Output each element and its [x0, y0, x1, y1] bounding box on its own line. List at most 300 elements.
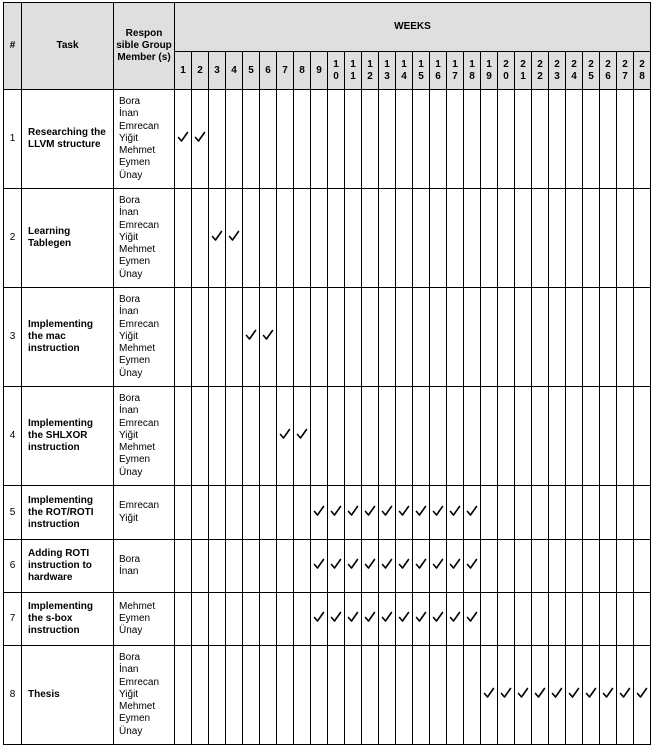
task-row [4, 387, 651, 486]
task-row [4, 593, 651, 646]
week-number-5: 5 [243, 52, 260, 90]
week-cell-28 [634, 540, 651, 593]
week-cell-23 [549, 288, 566, 387]
week-cell-10 [328, 189, 345, 288]
week-cell-18 [464, 646, 481, 745]
week-cell-5 [243, 540, 260, 593]
week-number-15: 1 5 [413, 52, 430, 90]
week-cell-24 [566, 540, 583, 593]
week-cell-2 [192, 387, 209, 486]
week-cell-16 [430, 90, 447, 189]
week-cell-7 [277, 90, 294, 189]
task-header: Task [22, 3, 114, 90]
week-cell-20 [498, 486, 515, 540]
week-cell-10 [328, 486, 345, 540]
week-cell-7 [277, 189, 294, 288]
week-cell-3 [209, 387, 226, 486]
week-number-11: 1 1 [345, 52, 362, 90]
week-cell-13 [379, 486, 396, 540]
week-cell-11 [345, 90, 362, 189]
member-name: Yiğit [119, 688, 139, 700]
week-cell-9 [311, 387, 328, 486]
member-name: Mehmet [119, 244, 156, 256]
member-name: Emrecan [119, 318, 160, 330]
week-cell-25 [583, 189, 600, 288]
week-cell-4 [226, 593, 243, 646]
week-number-10: 1 0 [328, 52, 345, 90]
week-cell-13 [379, 646, 396, 745]
week-cell-1 [175, 646, 192, 745]
week-cell-11 [345, 387, 362, 486]
responsible-members [114, 646, 175, 745]
task-number: 1 [4, 90, 22, 189]
task-number: 8 [4, 646, 22, 745]
weeks-header: WEEKS [175, 3, 651, 52]
task-name: Implementing the SHLXOR instruction [22, 387, 114, 486]
week-cell-11 [345, 593, 362, 646]
week-cell-24 [566, 189, 583, 288]
checkmark-icon [636, 687, 648, 699]
week-cell-4 [226, 189, 243, 288]
week-cell-9 [311, 540, 328, 593]
week-cell-14 [396, 90, 413, 189]
week-cell-22 [532, 90, 549, 189]
responsible-members [114, 189, 175, 288]
week-cell-26 [600, 486, 617, 540]
checkmark-icon [466, 558, 478, 570]
member-name: Yiğit [119, 132, 139, 144]
week-cell-14 [396, 646, 413, 745]
week-cell-10 [328, 540, 345, 593]
week-cell-1 [175, 90, 192, 189]
task-number: 3 [4, 288, 22, 387]
week-cell-13 [379, 288, 396, 387]
week-number-19: 1 9 [481, 52, 498, 90]
week-cell-27 [617, 90, 634, 189]
member-name: Ünay [119, 367, 143, 379]
week-cell-10 [328, 646, 345, 745]
checkmark-icon [364, 611, 376, 623]
week-cell-6 [260, 593, 277, 646]
week-cell-16 [430, 387, 447, 486]
week-cell-9 [311, 646, 328, 745]
checkmark-icon [296, 428, 308, 440]
checkmark-icon [415, 558, 427, 570]
week-number-9: 9 [311, 52, 328, 90]
member-name: Yiğit [119, 231, 139, 243]
week-cell-21 [515, 387, 532, 486]
week-cell-22 [532, 189, 549, 288]
week-cell-6 [260, 540, 277, 593]
week-number-14: 1 4 [396, 52, 413, 90]
week-number-3: 3 [209, 52, 226, 90]
week-cell-25 [583, 486, 600, 540]
week-cell-28 [634, 189, 651, 288]
week-cell-7 [277, 646, 294, 745]
week-cell-27 [617, 540, 634, 593]
week-cell-5 [243, 486, 260, 540]
week-cell-17 [447, 90, 464, 189]
week-cell-13 [379, 387, 396, 486]
week-cell-15 [413, 288, 430, 387]
week-cell-22 [532, 288, 549, 387]
week-number-23: 2 3 [549, 52, 566, 90]
week-cell-15 [413, 189, 430, 288]
member-name: Yiğit [119, 512, 139, 524]
checkmark-icon [211, 230, 223, 242]
week-cell-21 [515, 486, 532, 540]
member-name: İnan [119, 306, 139, 318]
week-cell-19 [481, 593, 498, 646]
checkmark-icon [500, 687, 512, 699]
member-name: Eymen [119, 454, 151, 466]
week-cell-12 [362, 90, 379, 189]
week-number-2: 2 [192, 52, 209, 90]
member-name: Bora [119, 652, 141, 664]
week-cell-17 [447, 540, 464, 593]
week-cell-17 [447, 593, 464, 646]
week-cell-20 [498, 387, 515, 486]
week-cell-20 [498, 540, 515, 593]
task-name: Implementing the ROT/ROTI instruction [22, 486, 114, 540]
week-number-28: 2 8 [634, 52, 651, 90]
week-number-8: 8 [294, 52, 311, 90]
checkmark-icon [551, 687, 563, 699]
week-cell-10 [328, 593, 345, 646]
week-cell-5 [243, 288, 260, 387]
week-cell-26 [600, 387, 617, 486]
member-name: Mehmet [119, 343, 156, 355]
week-cell-20 [498, 189, 515, 288]
week-cell-12 [362, 646, 379, 745]
week-cell-12 [362, 288, 379, 387]
header-row-top [4, 3, 651, 52]
week-cell-21 [515, 288, 532, 387]
checkmark-icon [347, 505, 359, 517]
week-cell-24 [566, 387, 583, 486]
member-name: Emrecan [119, 120, 160, 132]
week-cell-19 [481, 540, 498, 593]
week-cell-16 [430, 486, 447, 540]
week-cell-12 [362, 189, 379, 288]
week-cell-22 [532, 540, 549, 593]
week-number-4: 4 [226, 52, 243, 90]
checkmark-icon [398, 611, 410, 623]
week-cell-22 [532, 593, 549, 646]
week-cell-2 [192, 90, 209, 189]
week-cell-21 [515, 646, 532, 745]
member-name: Eymen [119, 256, 151, 268]
week-cell-4 [226, 90, 243, 189]
task-row [4, 540, 651, 593]
week-cell-23 [549, 189, 566, 288]
week-cell-8 [294, 593, 311, 646]
week-cell-22 [532, 486, 549, 540]
member-header-label: Respon sible Group Member (s) [116, 28, 172, 63]
week-cell-5 [243, 593, 260, 646]
week-cell-14 [396, 387, 413, 486]
week-cell-12 [362, 593, 379, 646]
member-name: Mehmet [119, 442, 156, 454]
member-name: Emrecan [119, 676, 160, 688]
week-cell-7 [277, 540, 294, 593]
week-cell-5 [243, 387, 260, 486]
week-cell-8 [294, 288, 311, 387]
week-cell-1 [175, 540, 192, 593]
checkmark-icon [415, 611, 427, 623]
week-cell-23 [549, 90, 566, 189]
week-cell-2 [192, 189, 209, 288]
week-cell-28 [634, 593, 651, 646]
week-cell-15 [413, 593, 430, 646]
checkmark-icon [602, 687, 614, 699]
week-cell-9 [311, 288, 328, 387]
week-cell-3 [209, 288, 226, 387]
responsible-members [114, 540, 175, 593]
week-cell-20 [498, 288, 515, 387]
member-name: İnan [119, 207, 139, 219]
week-cell-10 [328, 90, 345, 189]
checkmark-icon [483, 687, 495, 699]
week-cell-11 [345, 288, 362, 387]
week-cell-7 [277, 593, 294, 646]
responsible-members [114, 593, 175, 646]
week-cell-17 [447, 288, 464, 387]
week-cell-3 [209, 189, 226, 288]
week-cell-18 [464, 593, 481, 646]
week-cell-25 [583, 288, 600, 387]
week-number-1: 1 [175, 52, 192, 90]
week-cell-8 [294, 189, 311, 288]
week-cell-8 [294, 540, 311, 593]
week-cell-4 [226, 486, 243, 540]
week-cell-28 [634, 646, 651, 745]
member-name: Mehmet [119, 145, 156, 157]
week-cell-21 [515, 593, 532, 646]
member-name: Emrecan [119, 219, 160, 231]
week-cell-4 [226, 646, 243, 745]
member-name: Ünay [119, 625, 143, 637]
member-name: Emrecan [119, 417, 160, 429]
week-cell-2 [192, 540, 209, 593]
member-name: Ünay [119, 725, 143, 737]
week-number-16: 1 6 [430, 52, 447, 90]
checkmark-icon [364, 505, 376, 517]
checkmark-icon [347, 611, 359, 623]
week-cell-7 [277, 288, 294, 387]
task-number: 4 [4, 387, 22, 486]
week-cell-26 [600, 90, 617, 189]
checkmark-icon [534, 687, 546, 699]
week-number-12: 1 2 [362, 52, 379, 90]
week-cell-8 [294, 90, 311, 189]
week-cell-26 [600, 288, 617, 387]
checkmark-icon [381, 558, 393, 570]
member-name: Bora [119, 96, 141, 108]
week-cell-18 [464, 540, 481, 593]
member-name: Ünay [119, 466, 143, 478]
week-cell-25 [583, 593, 600, 646]
week-cell-8 [294, 486, 311, 540]
week-cell-3 [209, 90, 226, 189]
week-cell-16 [430, 593, 447, 646]
checkmark-icon [568, 687, 580, 699]
week-cell-2 [192, 593, 209, 646]
checkmark-icon [466, 505, 478, 517]
week-cell-2 [192, 646, 209, 745]
week-cell-1 [175, 189, 192, 288]
number-header: # [4, 3, 22, 90]
week-cell-3 [209, 593, 226, 646]
week-cell-28 [634, 288, 651, 387]
week-cell-12 [362, 387, 379, 486]
task-name: Adding ROTI instruction to hardware [22, 540, 114, 593]
week-cell-18 [464, 387, 481, 486]
checkmark-icon [364, 558, 376, 570]
task-row [4, 486, 651, 540]
week-cell-25 [583, 90, 600, 189]
week-number-27: 2 7 [617, 52, 634, 90]
week-cell-28 [634, 387, 651, 486]
task-rows [4, 90, 651, 745]
week-cell-15 [413, 646, 430, 745]
task-row [4, 646, 651, 745]
week-cell-21 [515, 540, 532, 593]
task-row [4, 189, 651, 288]
checkmark-icon [449, 505, 461, 517]
week-cell-15 [413, 90, 430, 189]
week-cell-15 [413, 486, 430, 540]
task-name: Learning Tablegen [22, 189, 114, 288]
checkmark-icon [432, 558, 444, 570]
week-number-24: 2 4 [566, 52, 583, 90]
week-cell-24 [566, 646, 583, 745]
responsible-members [114, 90, 175, 189]
week-cell-9 [311, 189, 328, 288]
week-cell-7 [277, 486, 294, 540]
project-schedule-table [3, 2, 651, 745]
checkmark-icon [415, 505, 427, 517]
member-name: Eymen [119, 157, 151, 169]
checkmark-icon [381, 505, 393, 517]
week-cell-5 [243, 189, 260, 288]
week-cell-19 [481, 90, 498, 189]
week-cell-18 [464, 90, 481, 189]
week-cell-6 [260, 189, 277, 288]
week-cell-5 [243, 646, 260, 745]
member-header [114, 3, 175, 90]
week-cell-28 [634, 486, 651, 540]
week-number-7: 7 [277, 52, 294, 90]
week-cell-15 [413, 387, 430, 486]
week-cell-21 [515, 189, 532, 288]
week-cell-11 [345, 540, 362, 593]
week-cell-6 [260, 486, 277, 540]
week-cell-19 [481, 486, 498, 540]
week-cell-1 [175, 486, 192, 540]
week-cell-25 [583, 540, 600, 593]
week-cell-13 [379, 540, 396, 593]
week-cell-16 [430, 646, 447, 745]
member-name: İnan [119, 566, 139, 577]
week-cell-24 [566, 288, 583, 387]
week-cell-13 [379, 189, 396, 288]
week-cell-3 [209, 486, 226, 540]
checkmark-icon [585, 687, 597, 699]
week-cell-22 [532, 646, 549, 745]
task-number: 7 [4, 593, 22, 646]
week-cell-6 [260, 288, 277, 387]
member-name: İnan [119, 405, 139, 417]
member-name: Bora [119, 195, 141, 207]
week-cell-24 [566, 90, 583, 189]
member-name: Bora [119, 553, 141, 565]
week-cell-9 [311, 486, 328, 540]
responsible-members [114, 387, 175, 486]
checkmark-icon [619, 687, 631, 699]
week-number-20: 2 0 [498, 52, 515, 90]
week-cell-26 [600, 646, 617, 745]
week-cell-27 [617, 646, 634, 745]
week-number-25: 2 5 [583, 52, 600, 90]
week-cell-22 [532, 387, 549, 486]
week-cell-18 [464, 486, 481, 540]
checkmark-icon [194, 131, 206, 143]
week-cell-11 [345, 646, 362, 745]
week-cell-5 [243, 90, 260, 189]
week-cell-4 [226, 288, 243, 387]
week-cell-16 [430, 540, 447, 593]
week-cell-16 [430, 288, 447, 387]
week-cell-19 [481, 189, 498, 288]
week-cell-8 [294, 387, 311, 486]
member-name: Eymen [119, 612, 151, 624]
checkmark-icon [330, 558, 342, 570]
week-cell-23 [549, 593, 566, 646]
week-number-17: 1 7 [447, 52, 464, 90]
week-cell-27 [617, 387, 634, 486]
week-cell-4 [226, 540, 243, 593]
task-name: Implementing the mac instruction [22, 288, 114, 387]
week-cell-6 [260, 387, 277, 486]
checkmark-icon [449, 611, 461, 623]
member-name: Eymen [119, 713, 151, 725]
week-cell-18 [464, 189, 481, 288]
week-cell-14 [396, 189, 413, 288]
week-cell-2 [192, 486, 209, 540]
week-cell-24 [566, 486, 583, 540]
checkmark-icon [330, 505, 342, 517]
checkmark-icon [347, 558, 359, 570]
week-cell-11 [345, 189, 362, 288]
checkmark-icon [449, 558, 461, 570]
task-name: Researching the LLVM structure [22, 90, 114, 189]
member-name: Yiğit [119, 429, 139, 441]
week-cell-21 [515, 90, 532, 189]
week-cell-16 [430, 189, 447, 288]
checkmark-icon [398, 558, 410, 570]
checkmark-icon [245, 329, 257, 341]
week-cell-26 [600, 593, 617, 646]
week-cell-23 [549, 486, 566, 540]
member-name: İnan [119, 664, 139, 676]
week-cell-15 [413, 540, 430, 593]
checkmark-icon [432, 505, 444, 517]
week-number-6: 6 [260, 52, 277, 90]
responsible-members [114, 486, 175, 540]
week-cell-14 [396, 540, 413, 593]
week-cell-19 [481, 288, 498, 387]
